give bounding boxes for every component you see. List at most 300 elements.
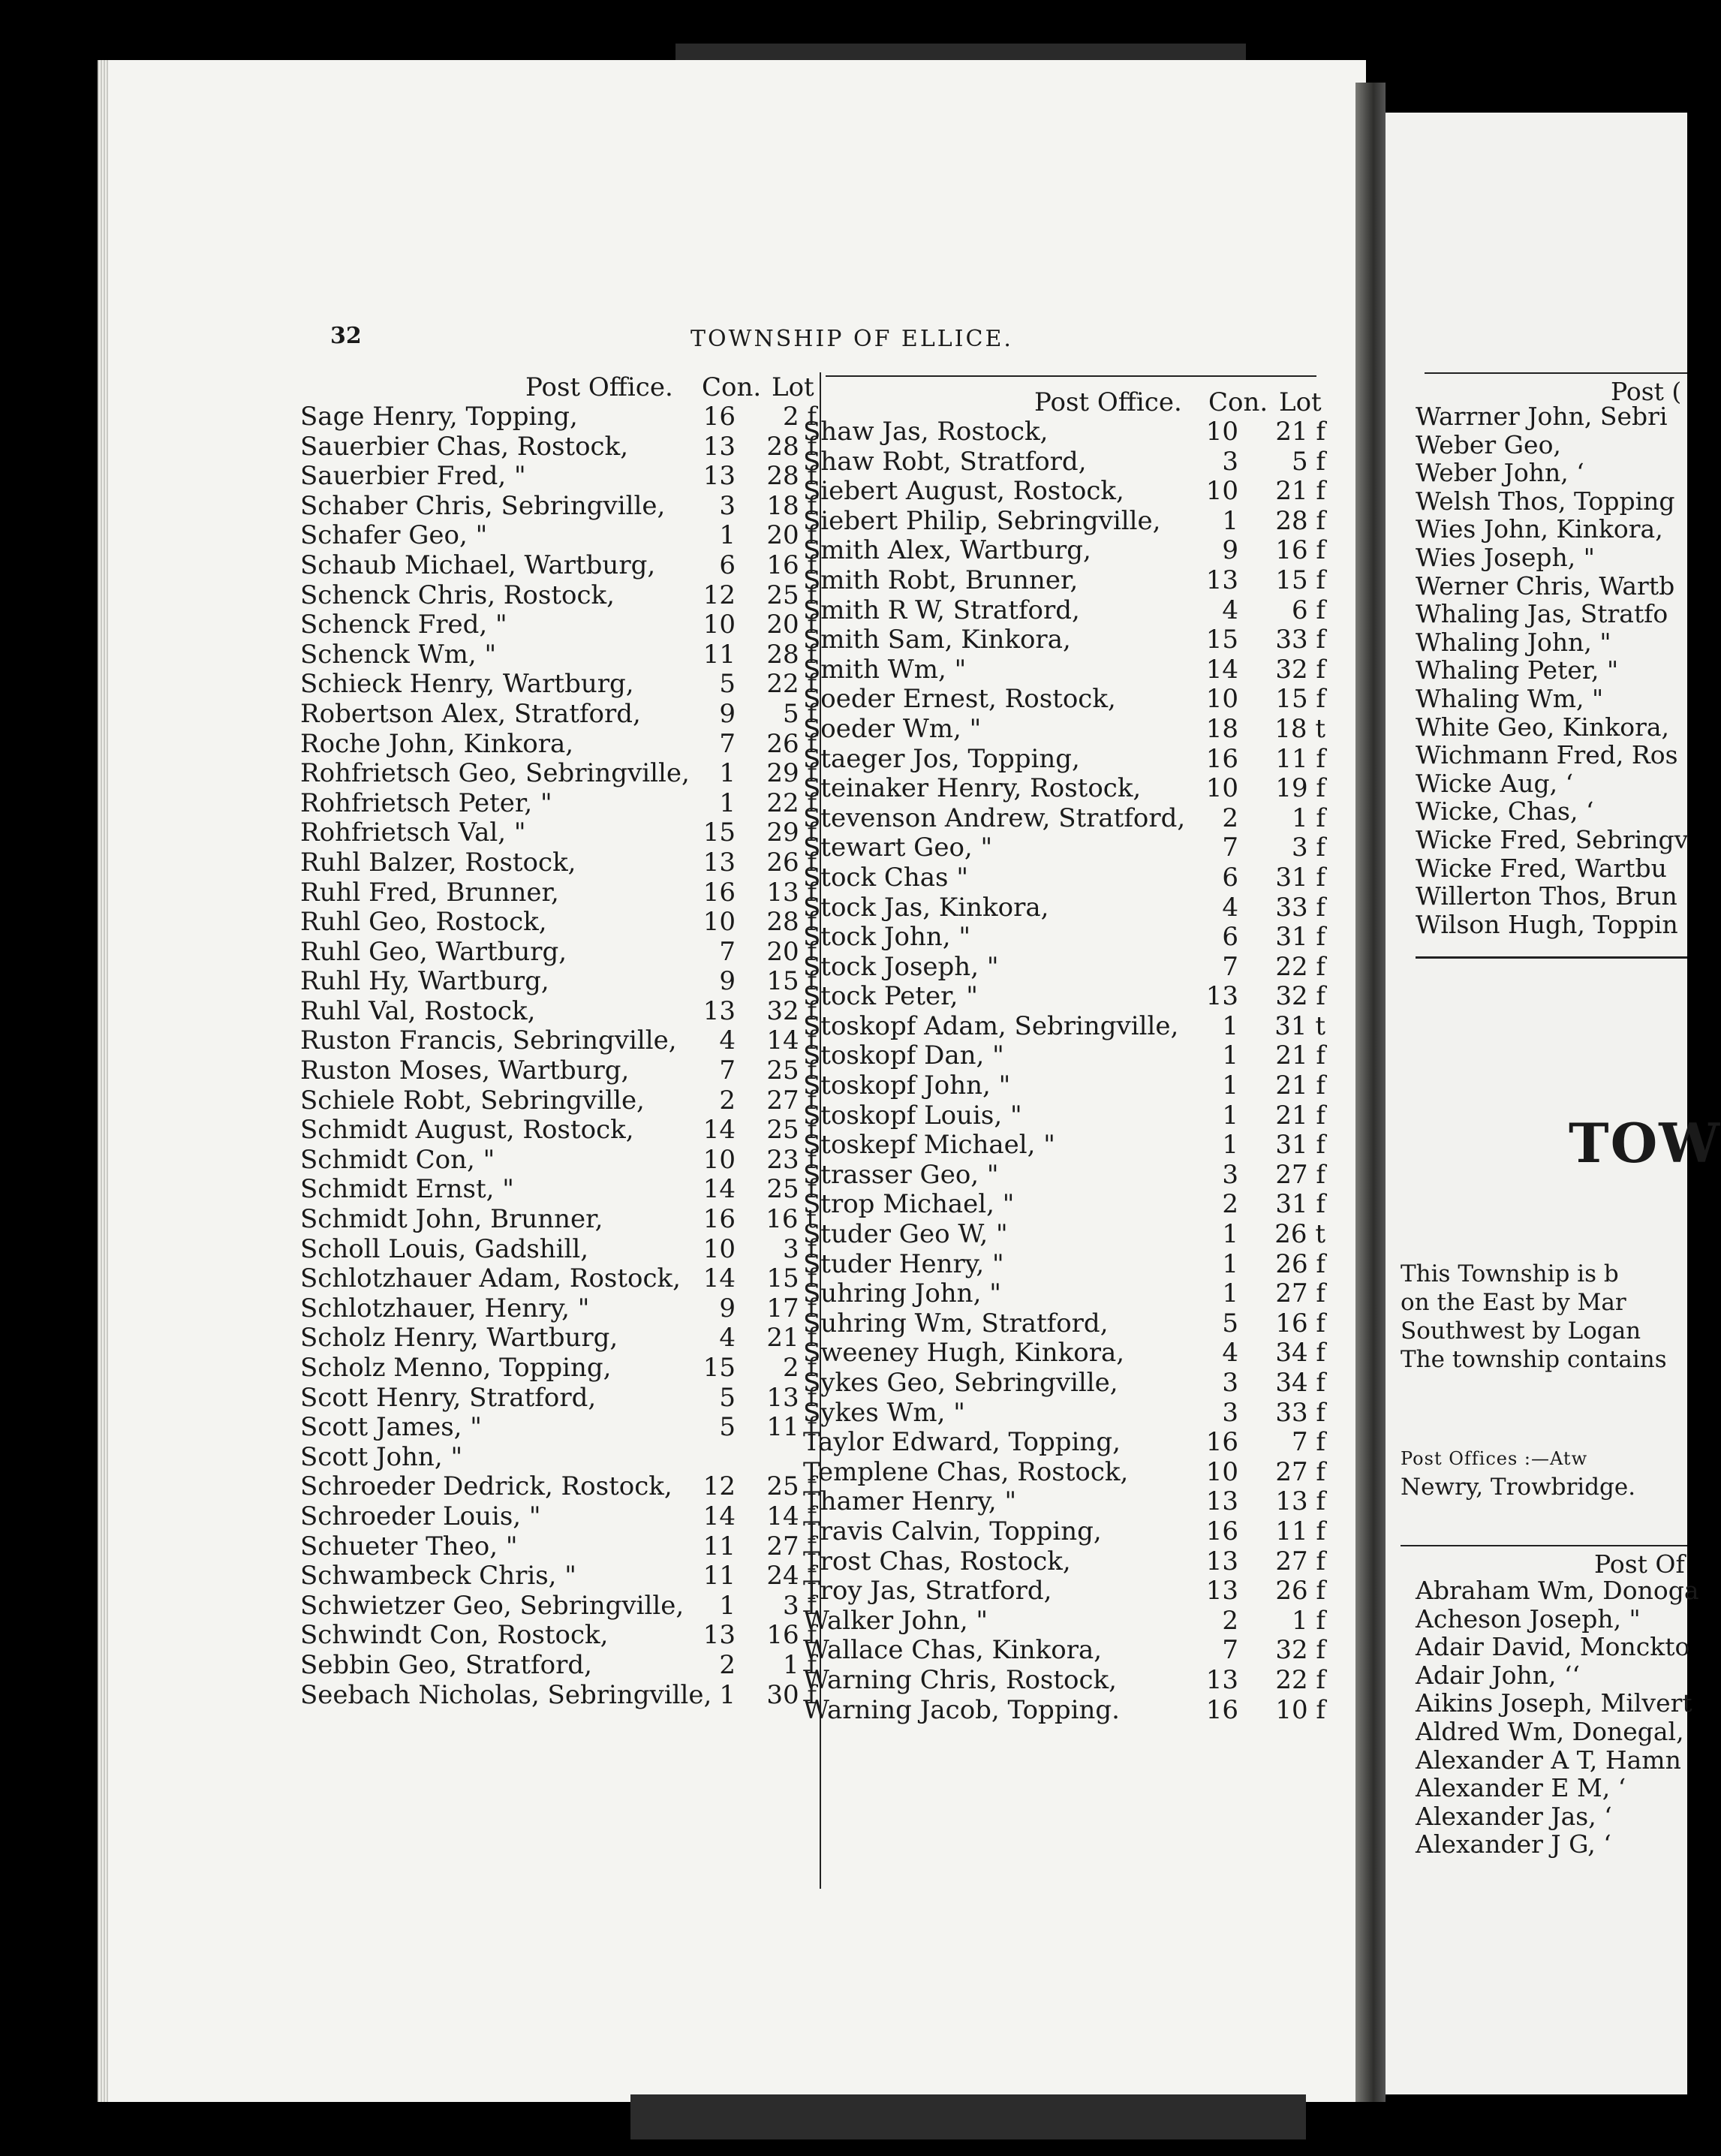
lot: 25 f [766, 1174, 817, 1205]
directory-entry [300, 610, 818, 640]
directory-entry [803, 1547, 1328, 1577]
concession: 7 [1222, 951, 1238, 982]
list-item: Warrner John, Sebri [1416, 402, 1668, 431]
directory-entry [300, 1502, 818, 1532]
concession: 10 [703, 1144, 736, 1175]
lot: 3 f [782, 1590, 817, 1621]
resident-name: Sykes Wm, " [803, 1397, 965, 1428]
lot: 2 f [782, 1353, 817, 1383]
resident-name: Robertson Alex, Stratford, [300, 698, 641, 729]
resident-name: Schlotzhauer Adam, Rostock, [300, 1263, 681, 1294]
lot: 5 f [1291, 446, 1325, 477]
heading-post-office: Post Office. [525, 372, 673, 402]
directory-entry [803, 417, 1328, 447]
directory-entry [300, 1146, 818, 1176]
resident-name: Rohfrietsch Peter, " [300, 787, 552, 818]
resident-name: Stock Peter, " [803, 981, 978, 1012]
concession: 7 [719, 728, 736, 759]
page-header [330, 323, 1321, 356]
directory-entry [300, 878, 818, 908]
concession: 13 [1205, 1664, 1238, 1695]
concession: 9 [719, 1293, 736, 1323]
concession: 13 [1205, 565, 1238, 595]
paragraph-line: Southwest by Logan [1401, 1317, 1641, 1344]
resident-name: Siebert Philip, Sebringville, [803, 505, 1161, 536]
directory-entry [803, 507, 1328, 537]
concession: 14 [703, 1263, 736, 1294]
concession: 16 [1205, 743, 1238, 774]
concession: 3 [1222, 446, 1238, 477]
resident-name: Stoskopf Louis, " [803, 1100, 1022, 1131]
lot: 22 f [766, 787, 817, 818]
concession: 9 [719, 966, 736, 997]
resident-name: Studer Geo W, " [803, 1219, 1008, 1250]
concession: 1 [1222, 1248, 1238, 1279]
concession: 4 [1222, 595, 1238, 625]
resident-name: Schroeder Louis, " [300, 1501, 541, 1531]
directory-entry [803, 1220, 1328, 1250]
section-rule [1416, 956, 1687, 959]
heading-post-office: Post ( [1611, 377, 1682, 406]
concession: 2 [1222, 1189, 1238, 1220]
concession: 13 [1205, 981, 1238, 1012]
lot: 16 f [766, 1620, 817, 1651]
directory-entry [300, 1086, 818, 1116]
resident-name: Travis Calvin, Topping, [803, 1516, 1102, 1546]
concession: 1 [719, 520, 736, 551]
concession: 5 [1222, 1308, 1238, 1338]
concession: 3 [1222, 1397, 1238, 1428]
entry-list [1386, 1576, 1699, 1859]
lot: 21 f [1275, 1070, 1325, 1101]
post-offices-note [1401, 1443, 1635, 1501]
directory-entry [300, 1235, 818, 1265]
resident-name: Stoskopf Adam, Sebringville, [803, 1010, 1179, 1041]
concession: 10 [1205, 773, 1238, 804]
concession: 1 [1222, 1010, 1238, 1041]
directory-entry [300, 521, 818, 551]
concession: 7 [1222, 1635, 1238, 1666]
page-edge [98, 60, 108, 2102]
resident-name: Schieck Henry, Wartburg, [300, 669, 634, 700]
directory-entry [803, 1458, 1328, 1488]
resident-name: Stock Chas " [803, 862, 968, 893]
lot: 16 f [766, 550, 817, 580]
directory-entry [803, 1279, 1328, 1309]
resident-name: Schaub Michael, Wartburg, [300, 550, 656, 580]
lot: 27 f [1275, 1456, 1325, 1487]
directory-entry [300, 848, 818, 878]
list-item: Whaling Peter, " [1416, 655, 1619, 685]
directory-entry [803, 1369, 1328, 1399]
directory-entry [803, 1666, 1328, 1696]
list-item: Welsh Thos, Topping [1416, 486, 1675, 516]
resident-name: Sykes Geo, Sebringville, [803, 1368, 1118, 1398]
concession: 13 [703, 1620, 736, 1651]
resident-name: Scholz Henry, Wartburg, [300, 1323, 618, 1354]
post-offices-label: Post Offices :—Atw [1401, 1448, 1588, 1469]
resident-name: Schaber Chris, Sebringville, [300, 490, 666, 521]
concession: 2 [719, 1649, 736, 1680]
resident-name: Soeder Wm, " [803, 713, 982, 744]
lot: 29 f [766, 818, 817, 848]
township-description [1401, 1260, 1667, 1374]
directory-entry [300, 1443, 818, 1473]
concession: 4 [719, 1323, 736, 1354]
concession: 1 [719, 1590, 736, 1621]
resident-name: Stoskepf Michael, " [803, 1130, 1055, 1161]
heading-lot: Lot [1279, 387, 1322, 417]
lot: 2 f [782, 402, 817, 432]
resident-name: Scott Henry, Stratford, [300, 1382, 597, 1413]
lot: 13 f [1275, 1486, 1325, 1517]
list-item: Abraham Wm, Donoga [1416, 1576, 1699, 1605]
directory-entry [300, 1681, 818, 1711]
lot: 32 f [766, 995, 817, 1026]
concession: 18 [1205, 713, 1238, 744]
lot: 11 f [1275, 743, 1325, 774]
column-headings [300, 372, 818, 402]
lot: 23 f [766, 1144, 817, 1175]
concession: 4 [1222, 892, 1238, 923]
directory-entry [300, 1472, 818, 1502]
directory-entry [803, 1101, 1328, 1131]
directory-entry [803, 1576, 1328, 1606]
resident-name: Rohfrietsch Val, " [300, 818, 526, 848]
list-item: Willerton Thos, Brun [1416, 881, 1677, 911]
list-item: Alexander J G, ‘ [1416, 1829, 1611, 1859]
lot: 25 f [766, 580, 817, 610]
lot: 6 f [1291, 595, 1325, 625]
list-item: Wilson Hugh, Toppin [1416, 909, 1678, 939]
list-item: Adair David, Monckto [1416, 1632, 1690, 1662]
resident-name: Warning Jacob, Topping. [803, 1694, 1120, 1725]
resident-name: Smith R W, Stratford, [803, 595, 1080, 625]
lot: 21 f [766, 1323, 817, 1354]
concession: 13 [703, 995, 736, 1026]
directory-entry [300, 1026, 818, 1056]
concession: 10 [703, 610, 736, 640]
concession: 13 [703, 431, 736, 462]
lot: 20 f [766, 610, 817, 640]
directory-entry [300, 759, 818, 789]
directory-entry [300, 581, 818, 611]
directory-entry [803, 1517, 1328, 1547]
directory-entry [803, 1190, 1328, 1220]
directory-entry [803, 685, 1328, 715]
concession: 13 [703, 847, 736, 878]
lot: 15 f [766, 1263, 817, 1294]
resident-name: Ruhl Geo, Wartburg, [300, 936, 567, 967]
directory-entry [300, 1323, 818, 1354]
resident-name: Walker John, " [803, 1605, 988, 1636]
lot: 20 f [766, 936, 817, 967]
list-item: Weber John, ‘ [1416, 458, 1584, 488]
resident-name: Taylor Edward, Topping, [803, 1427, 1121, 1458]
lot: 26 f [1275, 1248, 1325, 1279]
concession: 15 [1205, 625, 1238, 655]
lot: 20 f [766, 520, 817, 551]
lot: 11 f [766, 1412, 817, 1443]
concession: 16 [703, 877, 736, 908]
book-gutter [1355, 83, 1386, 2102]
lot: 1 f [782, 1649, 817, 1680]
directory-entry [300, 402, 818, 432]
resident-name: Ruhl Val, Rostock, [300, 995, 536, 1026]
resident-name: Schenck Fred, " [300, 610, 507, 640]
resident-name: Sweeney Hugh, Kinkora, [803, 1338, 1125, 1369]
resident-name: Scholz Menno, Topping, [300, 1353, 612, 1383]
lot: 26 f [766, 847, 817, 878]
list-item: Wichmann Fred, Ros [1416, 740, 1678, 770]
resident-name: Suhring John, " [803, 1278, 1001, 1309]
resident-name: Warning Chris, Rostock, [803, 1664, 1117, 1695]
directory-entry [803, 923, 1328, 953]
list-item: Whaling John, " [1416, 627, 1611, 657]
concession: 9 [719, 698, 736, 729]
lot: 28 f [766, 431, 817, 462]
concession: 5 [719, 1382, 736, 1413]
resident-name: Ruhl Hy, Wartburg, [300, 966, 549, 997]
resident-name: Roche John, Kinkora, [300, 728, 574, 759]
directory-entry [300, 1116, 818, 1146]
directory-entry [300, 1384, 818, 1414]
lot: 21 f [1275, 1100, 1325, 1131]
directory-entry [300, 997, 818, 1027]
lot: 28 f [766, 907, 817, 938]
concession: 3 [719, 490, 736, 521]
lot: 29 f [766, 758, 817, 789]
resident-name: Stock John, " [803, 922, 971, 953]
directory-entry [300, 1205, 818, 1235]
lot: 14 f [766, 1025, 817, 1056]
directory-entry [300, 670, 818, 700]
lot: 31 f [1275, 862, 1325, 893]
resident-name: Schlotzhauer, Henry, " [300, 1293, 590, 1323]
lot: 21 f [1275, 476, 1325, 507]
list-item: White Geo, Kinkora, [1416, 712, 1670, 742]
concession: 1 [719, 758, 736, 789]
lot: 24 f [766, 1561, 817, 1591]
directory-entry [300, 1621, 818, 1651]
resident-name: Steinaker Henry, Rostock, [803, 773, 1142, 804]
directory-entry [803, 804, 1328, 834]
paragraph-line: The township contains [1401, 1346, 1667, 1373]
lot: 26 f [1275, 1576, 1325, 1606]
resident-name: Siebert August, Rostock, [803, 476, 1124, 507]
concession: 12 [703, 1471, 736, 1502]
lot: 22 f [1275, 1664, 1325, 1695]
resident-name: Schmidt John, Brunner, [300, 1204, 603, 1235]
directory-entry [803, 655, 1328, 685]
resident-name: Sauerbier Fred, " [300, 461, 526, 492]
concession: 6 [1222, 862, 1238, 893]
header-rule [1401, 1545, 1687, 1546]
lot: 27 f [1275, 1159, 1325, 1190]
resident-name: Strop Michael, " [803, 1189, 1015, 1220]
header-rule [826, 375, 1316, 377]
directory-entry [803, 477, 1328, 507]
lot: 3 f [782, 1233, 817, 1264]
resident-name: Suhring Wm, Stratford, [803, 1308, 1109, 1338]
list-item: Wies Joseph, " [1416, 542, 1595, 572]
resident-name: Stock Joseph, " [803, 951, 999, 982]
lot: 11 f [1275, 1516, 1325, 1546]
resident-name: Ruston Moses, Wartburg, [300, 1055, 630, 1086]
resident-name: Schenck Chris, Rostock, [300, 580, 615, 610]
list-item: Acheson Joseph, " [1416, 1603, 1641, 1634]
resident-name: Scott John, " [300, 1441, 463, 1472]
lot: 31 f [1275, 922, 1325, 953]
concession: 7 [719, 936, 736, 967]
section-heading: TOW [1569, 1111, 1721, 1175]
lot: 26 t [1274, 1219, 1325, 1250]
lot: 25 f [766, 1055, 817, 1086]
resident-name: Schroeder Dedrick, Rostock, [300, 1471, 672, 1502]
lot: 28 f [766, 461, 817, 492]
directory-entry [803, 1487, 1328, 1517]
directory-entry [300, 1413, 818, 1443]
resident-name: Templene Chas, Rostock, [803, 1456, 1129, 1487]
concession: 11 [703, 639, 736, 670]
directory-column-right [803, 387, 1328, 1725]
directory-entry [803, 833, 1328, 863]
directory-entry [300, 700, 818, 730]
lot: 33 f [1275, 1397, 1325, 1428]
lot: 28 f [766, 639, 817, 670]
concession: 2 [1222, 1605, 1238, 1636]
lot: 13 f [766, 877, 817, 908]
lot: 22 f [1275, 951, 1325, 982]
concession: 6 [1222, 922, 1238, 953]
directory-entry [803, 1250, 1328, 1280]
concession: 7 [719, 1055, 736, 1086]
lot: 13 f [766, 1382, 817, 1413]
book-binding-bottom [630, 2094, 1306, 2139]
entry-list [1386, 402, 1687, 938]
resident-name: Scholl Louis, Gadshill, [300, 1233, 589, 1264]
lot: 15 f [1275, 684, 1325, 715]
lot: 34 f [1275, 1338, 1325, 1369]
resident-name: Schenck Wm, " [300, 639, 497, 670]
concession: 16 [1205, 1694, 1238, 1725]
list-item: Wicke Aug, ‘ [1416, 768, 1574, 798]
resident-name: Staeger Jos, Topping, [803, 743, 1080, 774]
heading-con: Con. [702, 372, 762, 402]
page-number: 32 [330, 323, 362, 349]
resident-name: Studer Henry, " [803, 1248, 1004, 1279]
lot: 18 f [766, 490, 817, 521]
lot: 31 t [1274, 1010, 1325, 1041]
lot: 3 f [1291, 833, 1325, 863]
resident-name: Sage Henry, Topping, [300, 402, 578, 432]
lot: 32 f [1275, 981, 1325, 1012]
running-title: TOWNSHIP OF ELLICE. [691, 326, 1013, 352]
lot: 1 f [1291, 802, 1325, 833]
lot: 10 f [1275, 1694, 1325, 1725]
list-item: Aikins Joseph, Milvert [1416, 1688, 1692, 1718]
lot: 21 f [1275, 417, 1325, 447]
resident-name: Schwindt Con, Rostock, [300, 1620, 609, 1651]
lot: 5 f [782, 698, 817, 729]
concession: 16 [703, 1204, 736, 1235]
concession: 1 [719, 1679, 736, 1710]
concession: 14 [703, 1115, 736, 1146]
resident-name: Ruston Francis, Sebringville, [300, 1025, 677, 1056]
directory-entry [803, 536, 1328, 566]
resident-name: Schmidt August, Rostock, [300, 1115, 634, 1146]
lot: 15 f [766, 966, 817, 997]
directory-entry [803, 863, 1328, 893]
resident-name: Scott James, " [300, 1412, 482, 1443]
lot: 27 f [766, 1085, 817, 1116]
directory-entry [300, 640, 818, 670]
resident-name: Sauerbier Chas, Rostock, [300, 431, 629, 462]
resident-name: Smith Robt, Brunner, [803, 565, 1079, 595]
directory-entry [300, 1175, 818, 1205]
concession: 10 [1205, 684, 1238, 715]
directory-entry [300, 1561, 818, 1591]
resident-name: Ruhl Fred, Brunner, [300, 877, 559, 908]
heading-post-office: Post Office. [1034, 387, 1182, 417]
heading-lot: Lot [772, 372, 814, 402]
column-headings [803, 387, 1328, 417]
header-rule [1425, 372, 1687, 374]
resident-name: Stock Jas, Kinkora, [803, 892, 1049, 923]
directory-entry [300, 1591, 818, 1622]
lot: 16 t [766, 1204, 817, 1235]
directory-entry [803, 1071, 1328, 1101]
concession: 12 [703, 580, 736, 610]
lot: 31 f [1275, 1189, 1325, 1220]
concession: 13 [1205, 1486, 1238, 1517]
resident-name: Ruhl Geo, Rostock, [300, 907, 547, 938]
resident-name: Seebach Nicholas, Sebringville, [300, 1679, 712, 1710]
directory-entry [803, 1696, 1328, 1726]
directory-column-left [300, 372, 818, 1710]
list-item: Adair John, ‘‘ [1416, 1660, 1581, 1690]
resident-name: Smith Wm, " [803, 654, 967, 685]
resident-name: Stewart Geo, " [803, 833, 993, 863]
lot: 16 f [1275, 535, 1325, 566]
lot: 21 f [1275, 1040, 1325, 1071]
concession: 15 [703, 818, 736, 848]
list-item: Whaling Wm, " [1416, 683, 1604, 713]
concession: 1 [1222, 1040, 1238, 1071]
directory-entry [803, 1399, 1328, 1429]
list-item: Wicke Fred, Sebringv [1416, 824, 1689, 854]
resident-name: Thamer Henry, " [803, 1486, 1017, 1517]
lot: 32 f [1275, 654, 1325, 685]
resident-name: Schueter Theo, " [300, 1531, 518, 1561]
directory-entry [300, 1264, 818, 1294]
resident-name: Troy Jas, Stratford, [803, 1576, 1052, 1606]
concession: 13 [1205, 1546, 1238, 1576]
lot: 32 f [1275, 1635, 1325, 1666]
concession: 5 [719, 669, 736, 700]
directory-entry [803, 715, 1328, 745]
lot: 26 f [766, 728, 817, 759]
list-item: Alexander E M, ‘ [1416, 1773, 1626, 1803]
concession: 3 [1222, 1368, 1238, 1398]
concession: 11 [703, 1531, 736, 1561]
list-item: Aldred Wm, Donegal, [1416, 1716, 1684, 1746]
directory-entry [300, 967, 818, 997]
resident-name: Schafer Geo, " [300, 520, 488, 551]
directory-entry [803, 1636, 1328, 1666]
concession: 15 [703, 1353, 736, 1383]
directory-entry [803, 1161, 1328, 1191]
